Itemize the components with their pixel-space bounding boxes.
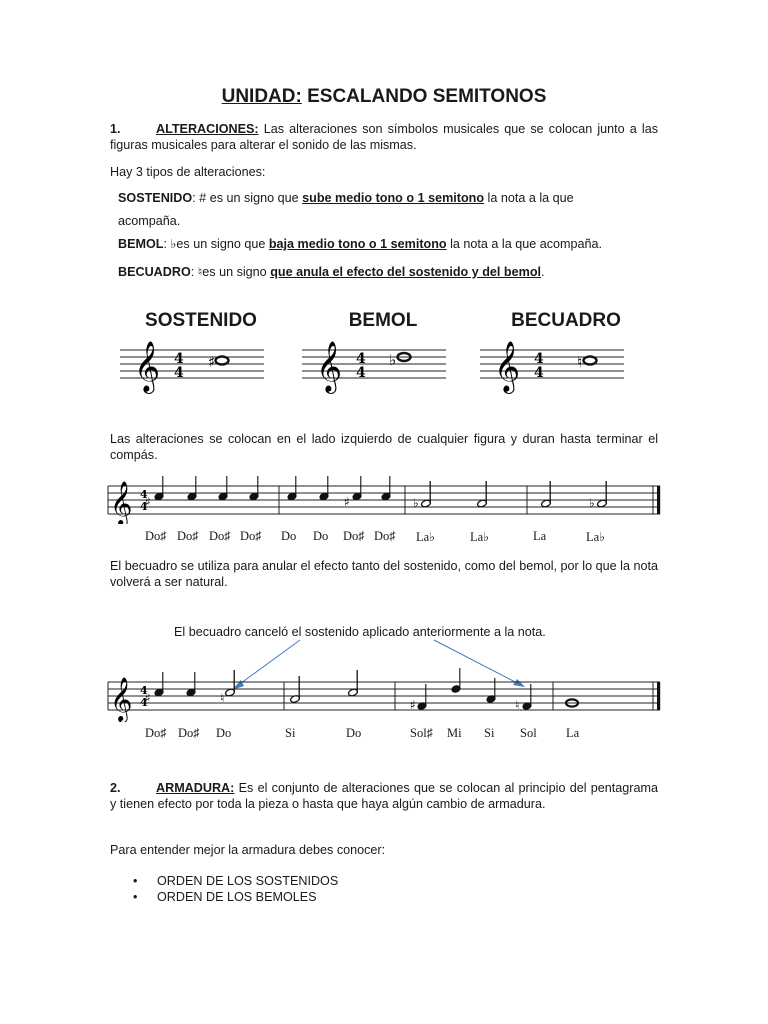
bemol-post: la nota a la que acompaña. [446, 237, 603, 251]
treble-clef-icon: 𝄞 [134, 341, 161, 392]
music-staff-1 [106, 476, 662, 524]
title-prefix: UNIDAD: [221, 86, 302, 107]
natural-paragraph: El becuadro se utiliza para anular el efecto tanto del sostenido, como del bemol, por lo que la nota volverá a ser natural. [110, 559, 658, 589]
section1-paragraph [110, 121, 658, 153]
bullet-item: • ORDEN DE LOS SOSTENIDOS [157, 874, 338, 888]
time-signature [356, 351, 366, 381]
note-label: Do♯ [177, 529, 199, 543]
becuadro-post: . [541, 265, 545, 279]
note-label: Si [285, 726, 296, 740]
svg-text:4: 4 [534, 365, 544, 381]
sostenido-pre: : # es un signo que [192, 191, 303, 205]
note-label: Sol [520, 726, 537, 740]
note-label: Do♯ [178, 726, 200, 740]
natural-icon: ♮ [220, 691, 225, 705]
page-title [0, 86, 768, 108]
sharp-icon: ♯ [145, 691, 151, 705]
sostenido-definition [118, 190, 574, 206]
section2-text: Es el conjunto de alteraciones que se colocan al principio del pentagrama y tienen efecto por toda la pieza o hasta que haya algún cambio de armadura. [110, 781, 658, 811]
note-label: Do♯ [209, 529, 231, 543]
flat-icon: ♭ [589, 496, 595, 510]
svg-text:4: 4 [174, 365, 184, 381]
note-label: La [566, 726, 580, 740]
time-signature [534, 351, 544, 381]
sostenido-example-staff [118, 336, 268, 396]
svg-text:4: 4 [534, 351, 544, 367]
bemol-definition [118, 236, 602, 252]
note-label: Do [281, 529, 297, 543]
note-label: Do [313, 529, 329, 543]
title-rest: ESCALANDO SEMITONOS [301, 86, 547, 107]
becuadro-definition [118, 264, 545, 280]
note-label: Do [216, 726, 232, 740]
section2-paragraph [110, 780, 658, 812]
sharp-icon: ♯ [410, 698, 416, 712]
treble-clef-icon: 𝄞 [494, 341, 521, 392]
svg-text:4: 4 [140, 500, 148, 513]
treble-clef-icon: 𝄞 [110, 677, 133, 721]
svg-text:4: 4 [356, 351, 366, 367]
flat-icon: ♭ [413, 496, 419, 510]
music-staff-2 [106, 636, 662, 722]
sharp-icon: ♯ [208, 353, 216, 371]
svg-text:4: 4 [140, 696, 148, 709]
bemol-term: BEMOL [118, 237, 164, 251]
natural-icon: ♮ [515, 698, 520, 712]
note-label: Sol♯ [410, 726, 433, 740]
note-label: Do♯ [240, 529, 262, 543]
becuadro-term: BECUADRO [118, 265, 191, 279]
sharp-icon: ♯ [344, 495, 350, 509]
note-label: Do [346, 726, 362, 740]
bemol-example-staff [300, 336, 450, 396]
becuadro-emphasis: que anula el efecto del sostenido y del bemol [270, 265, 542, 279]
note-label: La♭ [416, 530, 436, 544]
example-heading-bemol: BEMOL [348, 310, 418, 331]
placement-paragraph: Las alteraciones se colocan en el lado izquierdo de cualquier figura y duran hasta terminar el compás. [110, 432, 658, 462]
section1-text: Las alteraciones son símbolos musicales que se colocan junto a las figuras musicales para alterar el sonido de las mismas. [110, 122, 658, 152]
note-label: La♭ [586, 530, 606, 544]
sharp-icon: ♯ [145, 495, 151, 509]
natural-icon: ♮ [577, 353, 583, 371]
bemol-pre: : ♭es un signo que [163, 237, 269, 251]
note-label: Do♯ [343, 529, 365, 543]
example-heading-sostenido: SOSTENIDO [145, 310, 257, 331]
note-label: Do♯ [145, 726, 167, 740]
svg-text:4: 4 [140, 488, 148, 501]
becuadro-example-staff [478, 336, 628, 396]
note-label: Si [484, 726, 495, 740]
becuadro-pre: : ♮es un signo [190, 265, 271, 279]
bemol-emphasis: baja medio tono o 1 semitono [268, 237, 447, 251]
time-signature [174, 351, 184, 381]
note-label: Do♯ [374, 529, 396, 543]
svg-text:4: 4 [174, 351, 184, 367]
sostenido-term: SOSTENIDO [118, 191, 193, 205]
treble-clef-icon: 𝄞 [110, 481, 133, 524]
sostenido-post: la nota a la que [484, 191, 574, 205]
natural-callout: El becuadro canceló el sostenido aplicado anteriormente a la nota. [174, 625, 546, 639]
section1-term: ALTERACIONES: [156, 122, 259, 136]
svg-text:4: 4 [356, 365, 366, 381]
bullet-item: • ORDEN DE LOS BEMOLES [157, 890, 317, 904]
section2-intro: Para entender mejor la armadura debes conocer: [110, 843, 386, 857]
types-intro: Hay 3 tipos de alteraciones: [110, 165, 266, 179]
example-heading-becuadro: BECUADRO [511, 310, 621, 331]
note-label: Do♯ [145, 529, 167, 543]
sostenido-continuation: acompaña. [118, 214, 181, 228]
note-label: La♭ [470, 530, 490, 544]
section1-number: 1. [110, 122, 121, 136]
flat-icon: ♭ [389, 351, 397, 369]
whole-note [216, 357, 229, 365]
section2-term: ARMADURA: [156, 781, 235, 795]
section2-number: 2. [110, 781, 121, 795]
sostenido-emphasis: sube medio tono o 1 semitono [302, 191, 485, 205]
svg-text:4: 4 [140, 684, 148, 697]
note-label: Mi [447, 726, 462, 740]
treble-clef-icon: 𝄞 [316, 341, 343, 392]
whole-note [584, 357, 597, 365]
note-label: La [533, 529, 547, 543]
